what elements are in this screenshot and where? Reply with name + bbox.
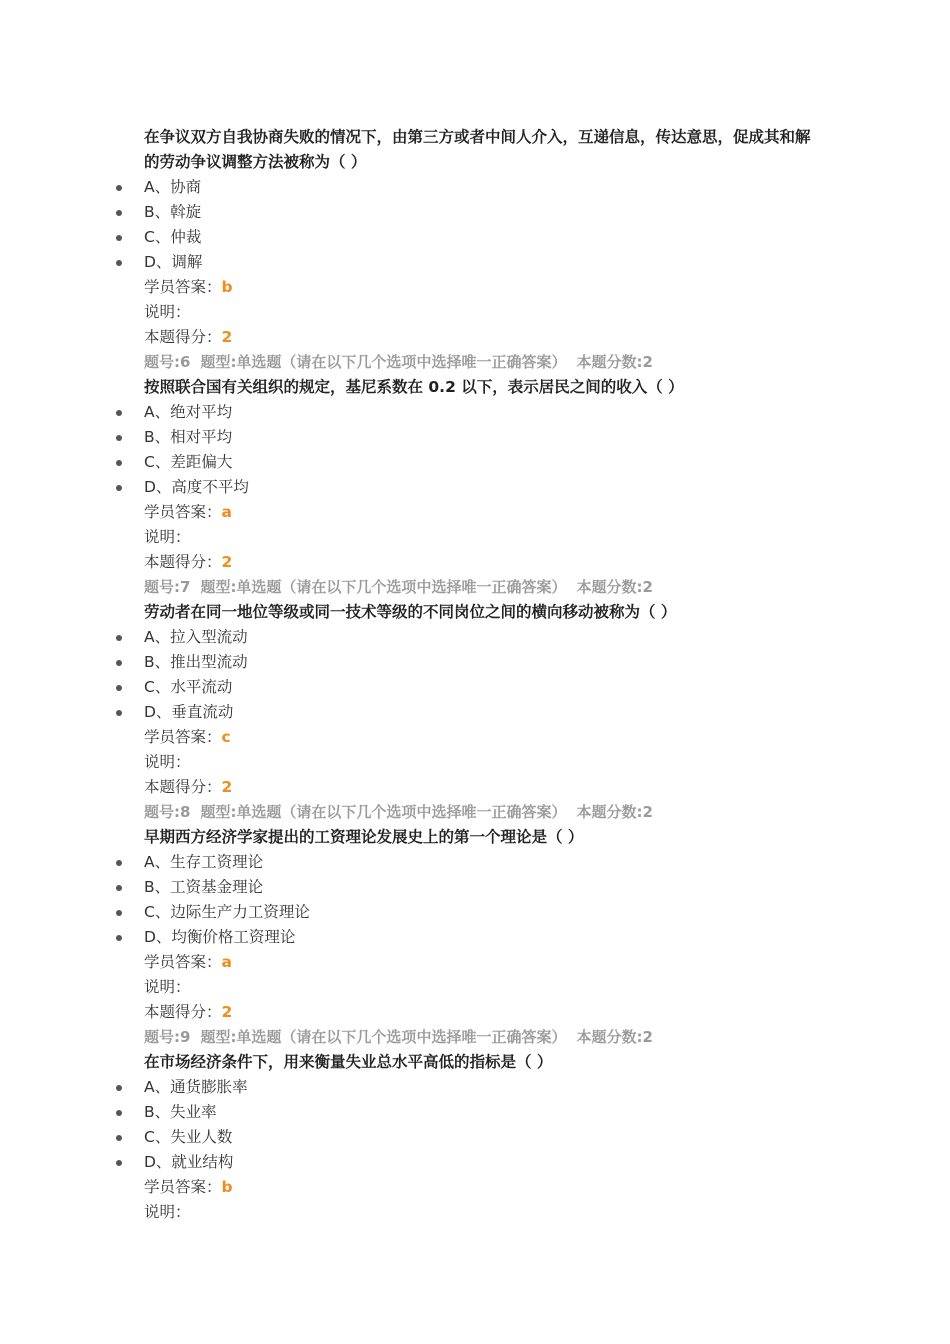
- student-answer-value: b: [221, 1178, 233, 1196]
- question-block: [144, 125, 824, 350]
- note-label: 说明：: [144, 303, 191, 321]
- student-answer-row: [144, 275, 824, 300]
- option-item: A、拉入型流动: [144, 625, 824, 650]
- score-row: [144, 325, 824, 350]
- question-block: [144, 575, 824, 800]
- question-number: 题号:9: [144, 1028, 191, 1046]
- question-number: 题号:6: [144, 353, 191, 371]
- question-type: 题型:单选题（请在以下几个选项中选择唯一正确答案）: [200, 353, 567, 371]
- option-item: B、失业率: [144, 1100, 824, 1125]
- score-label: 本题得分：: [144, 1003, 222, 1021]
- question-type: 题型:单选题（请在以下几个选项中选择唯一正确答案）: [200, 1028, 567, 1046]
- question-type: 题型:单选题（请在以下几个选项中选择唯一正确答案）: [200, 578, 567, 596]
- question-block: [144, 350, 824, 575]
- option-item: C、失业人数: [144, 1125, 824, 1150]
- option-item: B、斡旋: [144, 200, 824, 225]
- note-label: 说明：: [144, 978, 191, 996]
- option-item: C、仲裁: [144, 225, 824, 250]
- student-answer-label: 学员答案：: [144, 953, 222, 971]
- student-answer-value: a: [221, 503, 232, 521]
- score-value: 2: [221, 778, 233, 796]
- option-item: C、水平流动: [144, 675, 824, 700]
- question-title: 在争议双方自我协商失败的情况下，由第三方或者中间人介入，互递信息，传达意思，促成其和解的劳动争议调整方法被称为（ ）: [144, 128, 811, 171]
- question-title: 在市场经济条件下，用来衡量失业总水平高低的指标是（ ）: [144, 1053, 553, 1071]
- option-item: B、工资基金理论: [144, 875, 824, 900]
- student-answer-value: a: [221, 953, 232, 971]
- option-item: D、垂直流动: [144, 700, 824, 725]
- option-item: C、边际生产力工资理论: [144, 900, 824, 925]
- question-block: [144, 1025, 824, 1225]
- student-answer-label: 学员答案：: [144, 1178, 222, 1196]
- score-row: [144, 1000, 824, 1025]
- student-answer-label: 学员答案：: [144, 503, 222, 521]
- student-answer-label: 学员答案：: [144, 278, 222, 296]
- score-value: 2: [221, 328, 233, 346]
- question-title: 按照联合国有关组织的规定，基尼系数在 0.2 以下，表示居民之间的收入（ ）: [144, 378, 684, 396]
- student-answer-row: [144, 725, 824, 750]
- quiz-content: [144, 125, 824, 1225]
- question-points: 本题分数:2: [576, 353, 653, 371]
- note-label: 说明：: [144, 528, 191, 546]
- student-answer-label: 学员答案：: [144, 728, 222, 746]
- score-row: [144, 775, 824, 800]
- student-answer-row: [144, 950, 824, 975]
- question-meta: [144, 1025, 824, 1050]
- question-points: 本题分数:2: [576, 1028, 653, 1046]
- question-type: 题型:单选题（请在以下几个选项中选择唯一正确答案）: [200, 803, 567, 821]
- question-title: 早期西方经济学家提出的工资理论发展史上的第一个理论是（ ）: [144, 828, 584, 846]
- option-item: D、均衡价格工资理论: [144, 925, 824, 950]
- question-block: [144, 800, 824, 1025]
- student-answer-value: b: [221, 278, 233, 296]
- question-points: 本题分数:2: [576, 803, 653, 821]
- score-value: 2: [221, 553, 233, 571]
- question-number: 题号:7: [144, 578, 191, 596]
- student-answer-row: [144, 1175, 824, 1200]
- option-item: B、相对平均: [144, 425, 824, 450]
- question-number: 题号:8: [144, 803, 191, 821]
- option-item: D、高度不平均: [144, 475, 824, 500]
- option-item: A、生存工资理论: [144, 850, 824, 875]
- score-label: 本题得分：: [144, 328, 222, 346]
- score-label: 本题得分：: [144, 553, 222, 571]
- option-item: A、通货膨胀率: [144, 1075, 824, 1100]
- student-answer-value: c: [221, 728, 231, 746]
- option-item: B、推出型流动: [144, 650, 824, 675]
- question-meta: [144, 575, 824, 600]
- option-item: C、差距偏大: [144, 450, 824, 475]
- question-meta: [144, 350, 824, 375]
- note-label: 说明：: [144, 1203, 191, 1221]
- option-item: D、就业结构: [144, 1150, 824, 1175]
- question-meta: [144, 800, 824, 825]
- score-label: 本题得分：: [144, 778, 222, 796]
- student-answer-row: [144, 500, 824, 525]
- option-item: A、协商: [144, 175, 824, 200]
- question-points: 本题分数:2: [576, 578, 653, 596]
- score-row: [144, 550, 824, 575]
- option-item: A、绝对平均: [144, 400, 824, 425]
- note-label: 说明：: [144, 753, 191, 771]
- option-item: D、调解: [144, 250, 824, 275]
- question-title: 劳动者在同一地位等级或同一技术等级的不同岗位之间的横向移动被称为（ ）: [144, 603, 677, 621]
- score-value: 2: [221, 1003, 233, 1021]
